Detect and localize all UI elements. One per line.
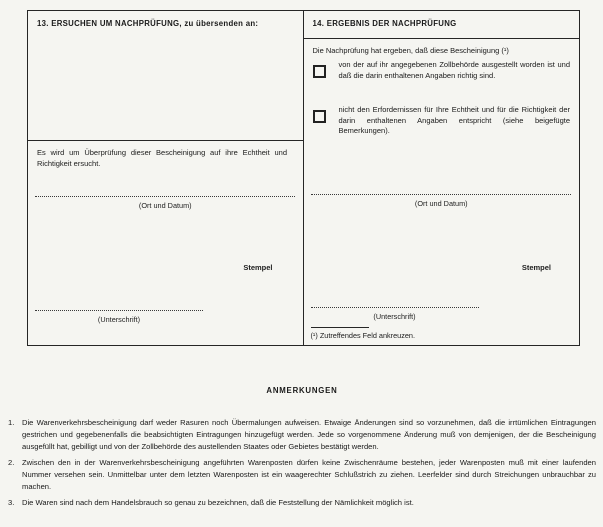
box14-section (304, 11, 580, 345)
note-2-text: Zwischen den in der Warenverkehrsbescheinigung angeführten Warenposten dürfen keine Zwischenräume bestehen, jeder Warenposten muß mit einer laufenden Nummer versehen sein. Unmittelbar unter dem letzten Warenposten ist ein waagerechter Schlußstrich zu ziehen. Leerfelder sind durch Streichungen unbrauchbar zu machen. (22, 458, 596, 491)
box13-signature-label: (Unterschrift) (97, 315, 141, 324)
box13-request-text: Es wird um Überprüfung dieser Bescheinigung auf ihre Echtheit und Richtigkeit ersucht. (37, 148, 287, 168)
box13-place-date-line[interactable] (35, 196, 295, 197)
option-not-compliant-label: nicht den Erfordernissen für Ihre Echtheit und für die Richtigkeit der darin enthaltenen Angaben entspricht (siehe beigefügte Bemerkungen). (338, 105, 570, 135)
box14-result-intro: Die Nachprüfung hat ergeben, daß diese Bescheinigung (¹) (312, 46, 509, 55)
box14-option-authentic-row (313, 60, 571, 81)
box13-signature-line[interactable] (35, 310, 203, 311)
box14-signature-label: (Unterschrift) (373, 312, 416, 321)
box14-title: 14. ERGEBNIS DER NACHPRÜFUNG (312, 19, 457, 28)
note-item-2 (8, 457, 596, 493)
box14-place-date-label: (Ort und Datum) (414, 199, 468, 208)
box14-footnote: (¹) Zutreffendes Feld ankreuzen. (310, 331, 416, 340)
note-item-1 (8, 417, 596, 453)
checkbox-certificate-authentic[interactable] (313, 65, 326, 78)
box14-option-not-compliant-row (313, 105, 571, 137)
note-2-number: 2. (8, 458, 15, 467)
box14-signature-line[interactable] (311, 307, 479, 308)
note-item-3 (8, 497, 596, 509)
option-authentic-label: von der auf ihr angegebenen Zollbehörde ausgestellt worden ist und daß die darin enthaltenen Angaben richtig sind. (338, 60, 570, 80)
box14-header-cell (304, 11, 580, 39)
box13-request-cell (28, 11, 303, 141)
box14-stamp-label: Stempel (521, 263, 551, 272)
footnote-separator (311, 327, 369, 328)
box13-place-date-label: (Ort und Datum) (138, 201, 192, 210)
box14-result-cell (304, 39, 580, 345)
verification-form (27, 10, 580, 346)
note-1-text: Die Warenverkehrsbescheinigung darf weder Rasuren noch Übermalungen aufweisen. Etwaige Änderungen sind so vorzunehmen, daß die irrtümlichen Eintragungen gestrichen und gegebenenfalls die beabsichtigten Eintragungen hinzugefügt werden. Jede so vorgenommene Änderung muß von demjenigen, der die Bescheinigung ausgefüllt hat, gebilligt und von der Zollbehörde des austellenden Staates oder Gebietes bestätigt werden. (22, 418, 596, 451)
box14-place-date-line[interactable] (311, 194, 572, 195)
box13-section (28, 11, 304, 345)
box13-signature-cell (28, 141, 303, 345)
note-3-number: 3. (8, 498, 15, 507)
note-3-text: Die Waren sind nach dem Handelsbrauch so genau zu bezeichnen, daß die Feststellung der Nämlichkeit möglich ist. (22, 498, 414, 507)
box13-stamp-label: Stempel (243, 263, 273, 272)
notes-section (8, 386, 596, 513)
checkbox-certificate-not-compliant[interactable] (313, 110, 326, 123)
notes-heading: ANMERKUNGEN (266, 386, 338, 395)
note-1-number: 1. (8, 418, 15, 427)
box13-title: 13. ERSUCHEN UM NACHPRÜFUNG, zu übersenden an: (37, 19, 259, 28)
box13-address-fill-in-area[interactable] (28, 33, 303, 140)
